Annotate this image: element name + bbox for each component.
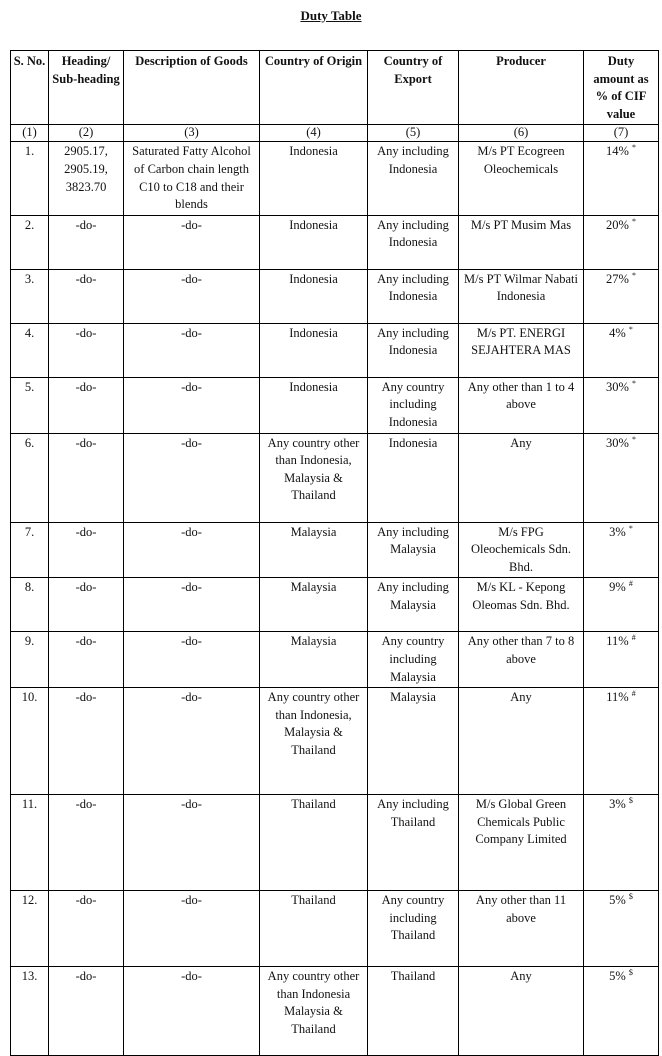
cell-producer: Any other than 7 to 8 above — [459, 632, 584, 688]
cell-description: -do- — [124, 891, 260, 967]
cell-duty — [584, 215, 659, 269]
cell-heading: -do- — [49, 215, 124, 269]
table-row — [11, 215, 659, 269]
duty-value: 3% — [609, 524, 626, 539]
duty-value: 5% — [609, 893, 626, 908]
footnote-mark: * — [632, 216, 637, 226]
duty-value: 20% — [605, 217, 629, 232]
cell-description: -do- — [124, 632, 260, 688]
duty-table — [10, 50, 659, 1056]
column-number: (5) — [368, 125, 459, 142]
column-number-row — [11, 125, 659, 142]
cell-sno: 8. — [11, 578, 49, 632]
table-row — [11, 632, 659, 688]
column-number: (3) — [124, 125, 260, 142]
column-number: (7) — [584, 125, 659, 142]
footnote-mark: # — [631, 688, 636, 698]
page-title: Duty Table — [300, 8, 362, 23]
cell-export: Any country including Thailand — [368, 891, 459, 967]
cell-sno: 3. — [11, 269, 49, 323]
cell-export: Any country including Indonesia — [368, 377, 459, 433]
cell-heading: -do- — [49, 269, 124, 323]
cell-sno: 10. — [11, 688, 49, 795]
cell-sno: 9. — [11, 632, 49, 688]
cell-heading: -do- — [49, 632, 124, 688]
duty-value: 30% — [605, 379, 629, 394]
column-header-producer: Producer — [459, 51, 584, 125]
table-row — [11, 967, 659, 1056]
cell-sno: 7. — [11, 522, 49, 578]
cell-origin: Any country other than Indonesia, Malaysia & Thailand — [260, 688, 368, 795]
cell-producer: Any — [459, 967, 584, 1056]
cell-duty — [584, 578, 659, 632]
cell-sno: 13. — [11, 967, 49, 1056]
footnote-mark: $ — [628, 967, 633, 977]
footnote-mark: * — [628, 324, 633, 334]
cell-heading: -do- — [49, 323, 124, 377]
cell-duty — [584, 688, 659, 795]
cell-producer: Any — [459, 433, 584, 522]
cell-heading: -do- — [49, 377, 124, 433]
table-row — [11, 522, 659, 578]
column-number: (1) — [11, 125, 49, 142]
table-row — [11, 323, 659, 377]
cell-description: -do- — [124, 377, 260, 433]
column-header-sno: S. No. — [11, 51, 49, 125]
cell-producer: M/s FPG Oleochemicals Sdn. Bhd. — [459, 522, 584, 578]
table-row — [11, 269, 659, 323]
cell-producer: Any other than 11 above — [459, 891, 584, 967]
cell-description: -do- — [124, 578, 260, 632]
footnote-mark: # — [628, 579, 633, 589]
column-number: (4) — [260, 125, 368, 142]
cell-duty — [584, 891, 659, 967]
cell-description: -do- — [124, 967, 260, 1056]
cell-description: Saturated Fatty Alcohol of Carbon chain length C10 to C18 and their blends — [124, 142, 260, 215]
cell-duty — [584, 377, 659, 433]
cell-sno: 1. — [11, 142, 49, 215]
cell-description: -do- — [124, 522, 260, 578]
cell-heading: -do- — [49, 795, 124, 891]
duty-value: 11% — [606, 634, 629, 649]
cell-sno: 2. — [11, 215, 49, 269]
table-row — [11, 795, 659, 891]
cell-heading: -do- — [49, 891, 124, 967]
cell-export: Any including Indonesia — [368, 142, 459, 215]
cell-description: -do- — [124, 323, 260, 377]
cell-heading: -do- — [49, 522, 124, 578]
cell-origin: Malaysia — [260, 578, 368, 632]
table-row — [11, 578, 659, 632]
duty-value: 4% — [609, 325, 626, 340]
cell-sno: 4. — [11, 323, 49, 377]
duty-value: 3% — [609, 797, 626, 812]
cell-description: -do- — [124, 688, 260, 795]
cell-sno: 12. — [11, 891, 49, 967]
column-number: (2) — [49, 125, 124, 142]
column-header-duty: Duty amount as % of CIF value — [584, 51, 659, 125]
cell-duty — [584, 323, 659, 377]
cell-export: Any including Thailand — [368, 795, 459, 891]
duty-value: 14% — [605, 144, 629, 159]
cell-origin: Indonesia — [260, 269, 368, 323]
table-row — [11, 377, 659, 433]
cell-description: -do- — [124, 795, 260, 891]
column-header-description: Description of Goods — [124, 51, 260, 125]
table-row — [11, 688, 659, 795]
cell-producer: M/s PT Musim Mas — [459, 215, 584, 269]
cell-duty — [584, 142, 659, 215]
footnote-mark: * — [632, 143, 637, 153]
cell-producer: M/s PT. ENERGI SEJAHTERA MAS — [459, 323, 584, 377]
cell-origin: Malaysia — [260, 522, 368, 578]
cell-description: -do- — [124, 215, 260, 269]
cell-producer: M/s KL - Kepong Oleomas Sdn. Bhd. — [459, 578, 584, 632]
table-row — [11, 142, 659, 215]
footnote-mark: # — [631, 633, 636, 643]
cell-heading: -do- — [49, 967, 124, 1056]
cell-sno: 11. — [11, 795, 49, 891]
cell-producer: M/s Global Green Chemicals Public Company Limited — [459, 795, 584, 891]
duty-value: 11% — [606, 690, 629, 705]
duty-value: 30% — [605, 435, 629, 450]
cell-description: -do- — [124, 269, 260, 323]
cell-producer: M/s PT Ecogreen Oleochemicals — [459, 142, 584, 215]
cell-origin: Thailand — [260, 891, 368, 967]
footnote-mark: * — [628, 523, 633, 533]
footnote-mark: $ — [628, 891, 633, 901]
cell-heading: -do- — [49, 578, 124, 632]
duty-value: 9% — [609, 580, 626, 595]
cell-duty — [584, 795, 659, 891]
cell-origin: Indonesia — [260, 142, 368, 215]
cell-duty — [584, 967, 659, 1056]
cell-export: Indonesia — [368, 433, 459, 522]
cell-export: Malaysia — [368, 688, 459, 795]
cell-export: Any including Indonesia — [368, 269, 459, 323]
cell-origin: Indonesia — [260, 323, 368, 377]
cell-origin: Malaysia — [260, 632, 368, 688]
footnote-mark: * — [632, 270, 637, 280]
cell-sno: 5. — [11, 377, 49, 433]
cell-export: Any including Malaysia — [368, 522, 459, 578]
cell-heading: -do- — [49, 688, 124, 795]
footnote-mark: * — [632, 434, 637, 444]
cell-description: -do- — [124, 433, 260, 522]
table-row — [11, 433, 659, 522]
footnote-mark: $ — [628, 795, 633, 805]
column-header-heading: Heading/ Sub-heading — [49, 51, 124, 125]
column-number: (6) — [459, 125, 584, 142]
column-header-export: Country of Export — [368, 51, 459, 125]
cell-export: Any including Malaysia — [368, 578, 459, 632]
cell-duty — [584, 632, 659, 688]
cell-producer: M/s PT Wilmar Nabati Indonesia — [459, 269, 584, 323]
header-row — [11, 51, 659, 125]
cell-export: Thailand — [368, 967, 459, 1056]
cell-duty — [584, 433, 659, 522]
duty-value: 5% — [609, 969, 626, 984]
cell-duty — [584, 269, 659, 323]
cell-producer: Any — [459, 688, 584, 795]
cell-origin: Indonesia — [260, 215, 368, 269]
cell-producer: Any other than 1 to 4 above — [459, 377, 584, 433]
table-row — [11, 891, 659, 967]
cell-export: Any country including Malaysia — [368, 632, 459, 688]
cell-sno: 6. — [11, 433, 49, 522]
cell-origin: Thailand — [260, 795, 368, 891]
cell-origin: Indonesia — [260, 377, 368, 433]
duty-value: 27% — [605, 271, 629, 286]
cell-heading: 2905.17, 2905.19, 3823.70 — [49, 142, 124, 215]
cell-origin: Any country other than Indonesia, Malaysia & Thailand — [260, 433, 368, 522]
cell-origin: Any country other than Indonesia Malaysia & Thailand — [260, 967, 368, 1056]
column-header-origin: Country of Origin — [260, 51, 368, 125]
footnote-mark: * — [632, 378, 637, 388]
cell-export: Any including Indonesia — [368, 215, 459, 269]
cell-heading: -do- — [49, 433, 124, 522]
cell-duty — [584, 522, 659, 578]
cell-export: Any including Indonesia — [368, 323, 459, 377]
